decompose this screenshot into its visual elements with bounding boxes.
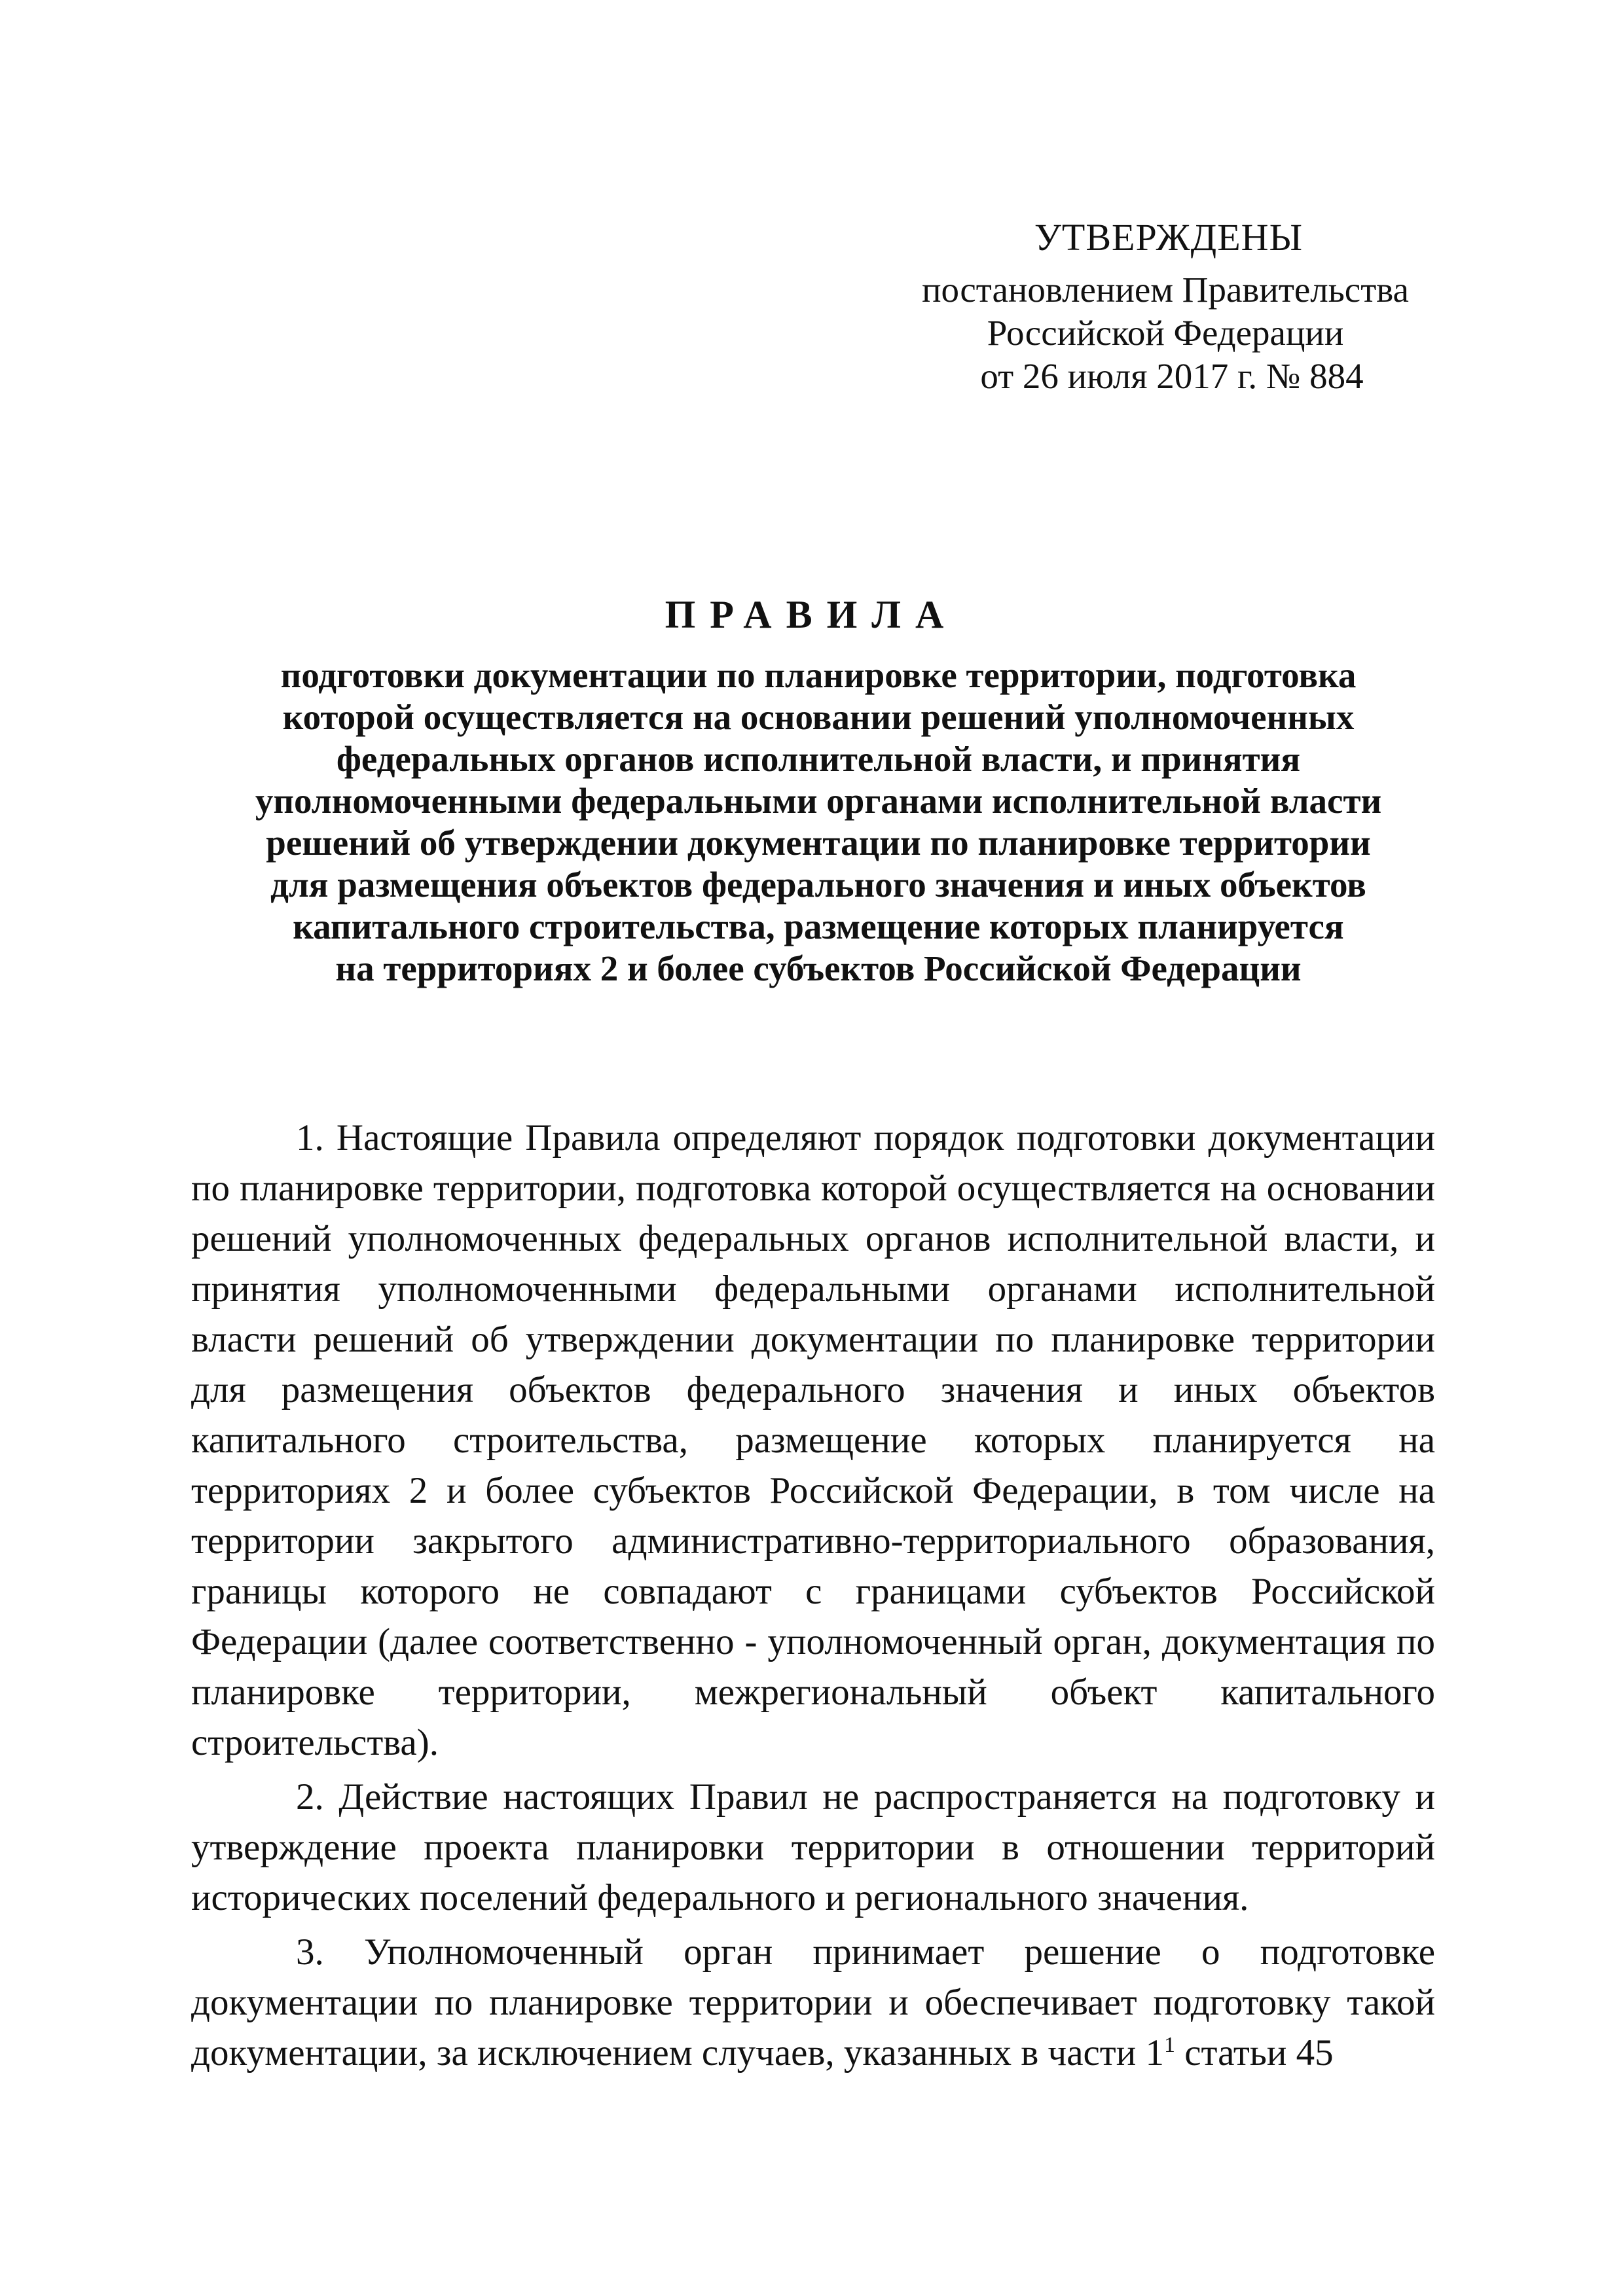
subtitle-line: на территориях 2 и более субъектов Российской Федерации [335,948,1302,988]
subtitle-line: подготовки документации по планировке территории, подготовка [280,655,1357,695]
subtitle-line: решений об утверждении документации по планировке территории [266,823,1371,863]
paragraph-2: 2. Действие настоящих Правил не распространяется на подготовку и утверждение проекта планировки территории в отношении территорий исторических поселений федерального и регионального значения. [191,1776,1435,1918]
approval-line-decree: постановлением Правительства [922,270,1409,310]
document-body [191,1113,1435,2082]
subtitle-line: капитального строительства, размещение которых планируется [293,906,1344,946]
paragraph-1: 1. Настоящие Правила определяют порядок подготовки документации по планировке территории, подготовка которой осуществляется на основании решений уполномоченных федеральных органов исполнительной власти, и принятия уполномоченными федеральными органами исполнительной власти решений об утверждении документации по планировке территории для размещения объектов федерального значения и иных объектов капитального строительства, размещение которых планируется на территориях 2 и более субъектов Российской Федерации, в том числе на территории закрытого административно-территориального образования, границы которого не совпадают с границами субъектов Российской Федерации (далее соответственно - уполномоченный орган, документация по планировке территории, межрегиональный объект капитального строительства). [191,1117,1435,1763]
approval-line-federation: Российской Федерации [987,313,1344,353]
approval-stamp-block [877,216,1453,398]
paragraph-3-tail: статьи 45 [1175,2032,1334,2073]
subtitle-line: уполномоченными федеральными органами исполнительной власти [255,781,1382,821]
subtitle-line: которой осуществляется на основании решений уполномоченных [282,697,1355,737]
approval-line-date: от 26 июля 2017 г. № 884 [980,356,1364,396]
subtitle-line: для размещения объектов федерального значения и иных объектов [270,865,1366,905]
paragraph-3-superscript: 1 [1163,2033,1175,2057]
paragraph-3 [191,1927,1435,2078]
document-heading: ПРАВИЛА [665,593,958,636]
subtitle-line: федеральных органов исполнительной власти, и принятия [336,739,1301,779]
document-subtitle [190,655,1447,990]
approval-title: УТВЕРЖДЕНЫ [1034,216,1304,259]
paragraph-3-text: 3. Уполномоченный орган принимает решение о подготовке документации по планировке территории и обеспечивает подготовку такой документации, за исключением случаев, указанных в части 1 [191,1931,1435,2073]
